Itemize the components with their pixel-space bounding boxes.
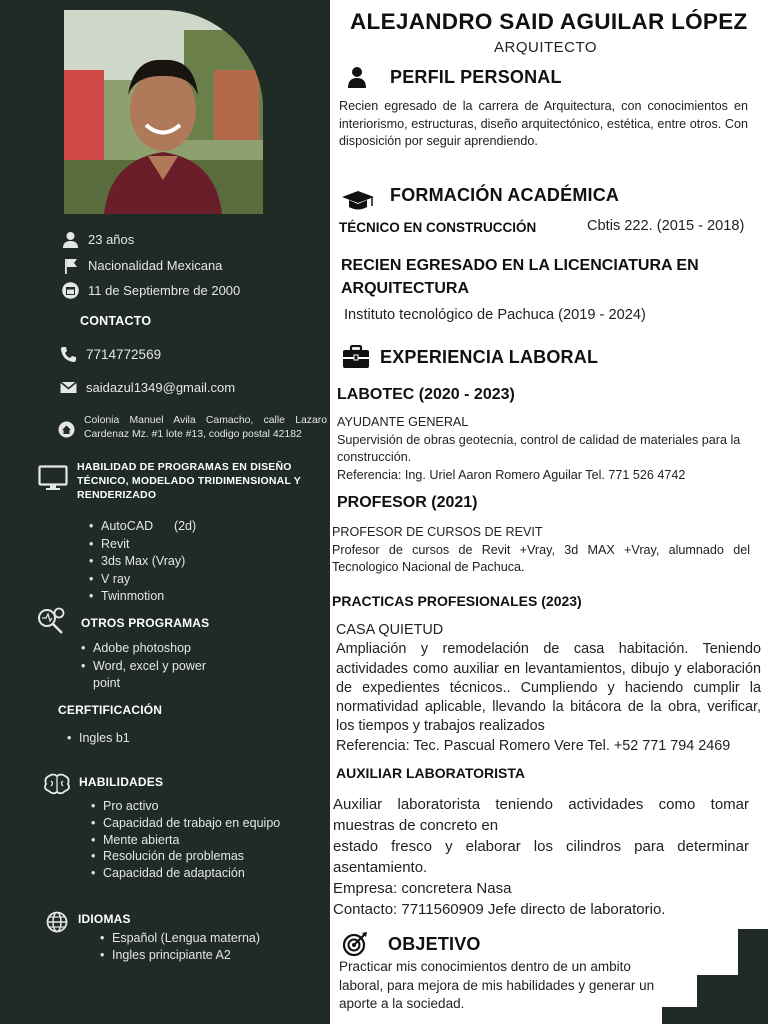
job-description: PROFESOR DE CURSOS DE REVIT Profesor de cursos de Revit +Vray, 3d MAX +Vray, alumnado del Tecnologico Nacional de Pachuca.	[332, 525, 750, 574]
education-section-header	[340, 177, 619, 213]
software-list	[87, 518, 196, 606]
email-text[interactable]: saidazul1349@gmail.com	[86, 380, 236, 395]
list-item: • Español (Lengua materna)	[98, 930, 260, 947]
list-item: • Capacidad de adaptación	[89, 865, 280, 882]
list-item: • Twinmotion	[87, 588, 196, 606]
brain-icon	[43, 773, 71, 800]
list-item: • 3ds Max (Vray)	[87, 553, 196, 571]
job-title: PRACTICAS PROFESIONALES (2023)	[332, 593, 582, 609]
list-item: • Pro activo	[89, 798, 280, 815]
job-title: PROFESOR (2021)	[337, 494, 478, 511]
objective-text: Practicar mis conocimientos dentro de un ambito laboral, para mejora de mis habilidades y generar un aporte a la sociedad.	[339, 959, 655, 1011]
target-icon	[342, 931, 368, 957]
job-title: AUXILIAR LABORATORISTA	[336, 765, 525, 781]
education-item-title: TÉCNICO EN CONSTRUCCIÓN	[339, 220, 537, 235]
certification-heading: CERFTIFICACIÓN	[58, 703, 163, 717]
list-item: • Resolución de problemas	[89, 848, 280, 865]
decorative-step	[738, 929, 768, 1024]
list-item: • Ingles b1	[65, 730, 130, 748]
monitor-icon	[38, 465, 68, 496]
user-icon	[346, 66, 368, 88]
address-row	[58, 414, 327, 442]
education-item-place: Cbtis 222. (2015 - 2018)	[587, 218, 745, 234]
home-icon	[58, 421, 75, 438]
decorative-step	[662, 1007, 697, 1024]
sidebar	[0, 0, 330, 1024]
languages-list	[98, 930, 260, 963]
job-description: CASA QUIETUD Ampliación y remodelación de casa habitación. Teniendo actividades como auxiliar en levantamientos, dibujo y elaboración de expedientes técnicos.. Cumpliendo y haciendo cumplir la normatividad aplicable, llevando la bitácora de la obra, verificar, los tiempos y trabajos realizados Referencia: Tec. Pascual Romero Vere Tel. +52 771 794 2469	[336, 622, 761, 754]
list-item: • Capacidad de trabajo en equipo	[89, 815, 280, 832]
list-item: • Mente abierta	[89, 832, 280, 849]
section-title: EXPERIENCIA LABORAL	[380, 346, 599, 367]
section-title: PERFIL PERSONAL	[390, 66, 562, 87]
mail-icon	[60, 379, 77, 396]
main-content	[330, 0, 768, 1024]
email-row[interactable]	[60, 379, 235, 396]
nationality-row	[62, 257, 222, 274]
job-title: LABOTEC (2020 - 2023)	[337, 386, 515, 403]
flag-icon	[62, 257, 79, 274]
list-item: • Word, excel y power point	[79, 658, 229, 693]
birthdate-row	[62, 282, 240, 299]
birthdate-text: 11 de Septiembre de 2000	[88, 283, 241, 298]
education-item-place: Instituto tecnológico de Pachuca (2019 - 2024)	[344, 307, 646, 323]
full-name: ALEJANDRO SAID AGUILAR LÓPEZ	[350, 9, 748, 34]
nationality-text: Nacionalidad Mexicana	[88, 258, 223, 273]
list-item: • Revit	[87, 536, 196, 554]
calendar-icon	[62, 282, 79, 299]
section-title: FORMACIÓN ACADÉMICA	[390, 184, 620, 205]
profile-photo	[64, 10, 263, 214]
phone-text[interactable]: 7714772569	[86, 347, 162, 362]
other-programs-list	[79, 640, 229, 693]
languages-heading: IDIOMAS	[78, 912, 131, 926]
section-title: OBJETIVO	[388, 933, 481, 954]
list-item: • AutoCAD (2d)	[87, 518, 196, 536]
graduation-cap-icon	[340, 189, 376, 213]
list-item: • V ray	[87, 571, 196, 589]
objective-section-header	[342, 931, 481, 957]
certification-list	[65, 730, 130, 748]
age-text: 23 años	[88, 232, 135, 247]
contact-heading: CONTACTO	[80, 314, 152, 328]
decorative-step	[697, 975, 738, 1024]
skills-heading: HABILIDADES	[79, 775, 164, 789]
phone-row[interactable]	[60, 346, 161, 363]
globe-icon	[46, 911, 68, 938]
software-heading: HABILIDAD DE PROGRAMAS EN DISEÑO TÉCNICO, MODELADO TRIDIMENSIONAL Y RENDERIZADO	[77, 461, 301, 501]
age-row	[62, 231, 134, 248]
job-description: AYUDANTE GENERAL Supervisión de obras geotecnia, control de calidad de materiales para la construcción. Referencia: Ing. Uriel Aaron Romero Aguilar Tel. 771 526 4742	[337, 415, 741, 482]
tools-icon	[36, 606, 66, 639]
education-item-title: RECIEN EGRESADO EN LA LICENCIATURA EN ARQUITECTURA	[341, 257, 699, 297]
profile-text: Recien egresado de la carrera de Arquitectura, con conocimientos en interiorismo, estructuras, diseño arquitectónico, estética, entre otros. Con disposición por seguir aprendiendo.	[339, 99, 748, 148]
list-item: • Adobe photoshop	[79, 640, 229, 658]
skills-list	[89, 798, 280, 882]
phone-icon	[60, 346, 77, 363]
list-item: • Ingles principiante A2	[98, 947, 260, 964]
other-programs-heading: OTROS PROGRAMAS	[81, 616, 210, 630]
address-text: Colonia Manuel Avila Camacho, calle Lazaro Cardenaz Mz. #1 lote #13, codigo postal 42182	[84, 415, 327, 440]
profile-section-header	[346, 66, 562, 88]
user-icon	[62, 231, 79, 248]
experience-section-header	[342, 345, 598, 369]
job-role: ARQUITECTO	[494, 39, 598, 56]
briefcase-icon	[342, 345, 370, 369]
job-description: Auxiliar laboratorista teniendo actividades como tomar muestras de concreto en estado fresco y elaborar los cilindros para determinar asentamiento. Empresa: concretera Nasa Contacto: 7711560909 Jefe directo de laboratorio.	[333, 796, 749, 918]
